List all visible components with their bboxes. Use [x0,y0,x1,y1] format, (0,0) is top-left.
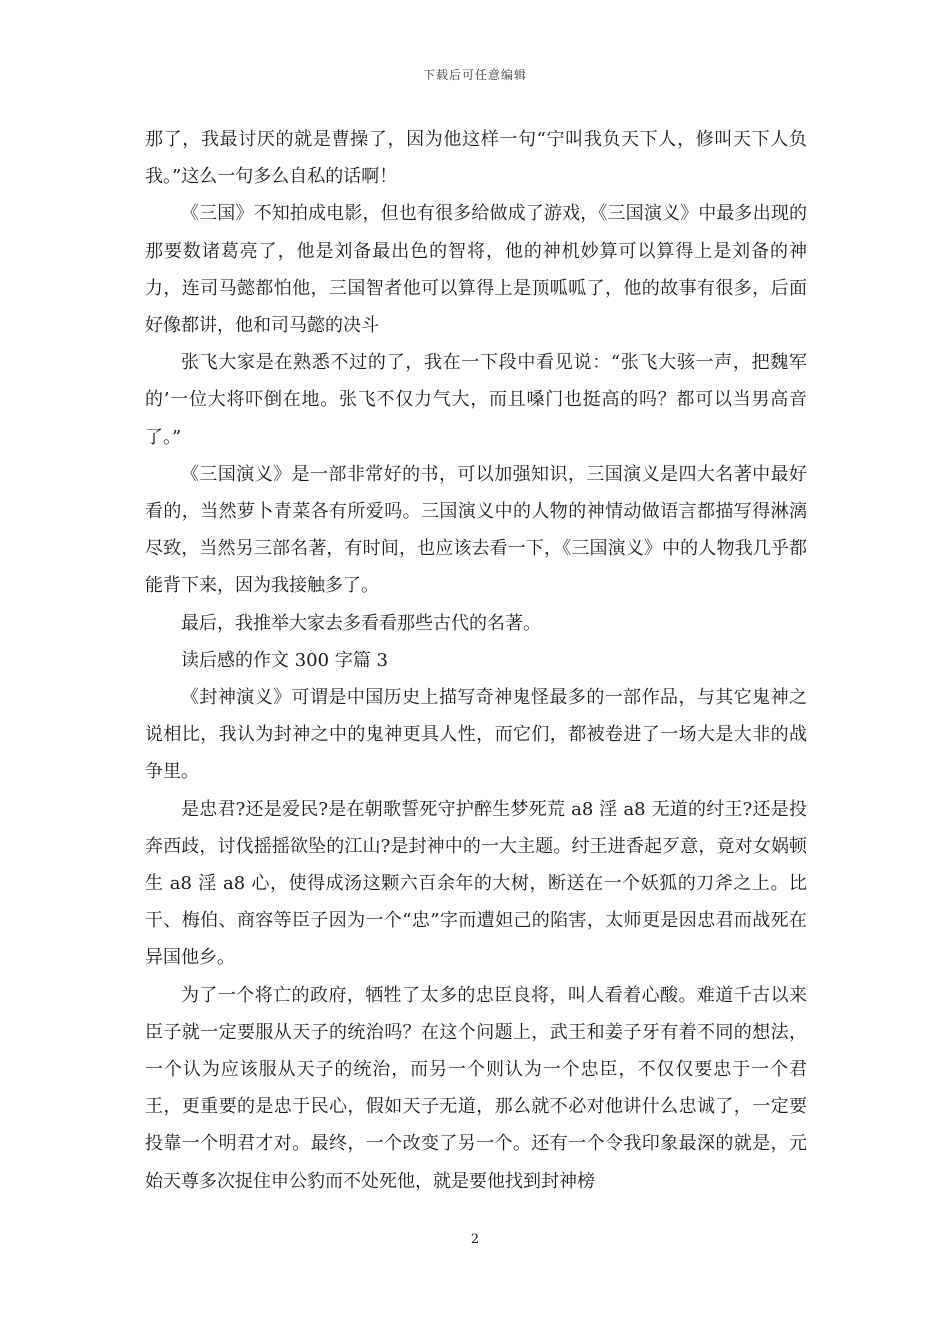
paragraph-1: 那了，我最讨厌的就是曹操了，因为他这样一句“宁叫我负天下人，修叫天下人负我。”这么一句多么自私的话啊！ [145,129,807,188]
paragraph-3: 张飞大家是在熟悉不过的了，我在一下段中看见说：“张飞大骇一声，把魏军的’一位大将吓倒在地。张飞不仅力气大，而且嗓门也挺高的吗？都可以当男高音了。” [145,352,807,448]
paragraph-2: 《三国》不知拍成电影，但也有很多给做成了游戏，《三国演义》中最多出现的那要数诸葛亮了，他是刘备最出色的智将，他的神机妙算可以算得上是刘备的神力，连司马懿都怕他，三国智者他可以算得上是顶呱呱了，他的故事有很多，后面好像都讲，他和司马懿的决斗 [145,203,807,337]
page-header: 下载后可任意编辑 [422,68,527,82]
paragraph-6: 《封神演义》可谓是中国历史上描写奇神鬼怪最多的一部作品，与其它鬼神之说相比，我认为封神之中的鬼神更具人性，而它们，都被卷进了一场大是大非的战争里。 [145,687,807,783]
paragraph-8: 为了一个将亡的政府，牺牲了太多的忠臣良将，叫人看着心酸。难道千古以来臣子就一定要服从天子的统治吗？在这个问题上，武王和姜子牙有着不同的想法，一个认为应该服从天子的统治，而另一个则认为一个忠臣，不仅仅要忠于一个君王，更重要的是忠于民心，假如天子无道，那么就不必对他讲什么忠诚了，一定要投靠一个明君才对。最终，一个改变了另一个。还有一个令我印象最深的就是，元始天尊多次捉住申公豹而不处死他，就是要他找到封神榜 [145,984,807,1192]
page-number: 2 [470,1232,480,1247]
section-heading: 读后感的作文 300 字篇 3 [181,649,388,671]
paragraph-7: 是忠君?还是爱民?是在朝歌誓死守护醉生梦死荒 a8 淫 a8 无道的纣王?还是投奔西歧，讨伐摇摇欲坠的江山?是封神中的一大主题。纣王进香起歹意，竟对女娲顿生 a8 淫 a8 心，使得成汤这颗六百余年的大树，断送在一个妖狐的刀斧之上。比干、梅伯、商容等臣子因为一个“忠”字而遭妲己的陷害，太师更是因忠君而战死在异国他乡。 [145,798,807,969]
paragraph-4: 《三国演义》是一部非常好的书，可以加强知识，三国演义是四大名著中最好看的，当然萝卜青菜各有所爱吗。三国演义中的人物的神情动做语言都描写得淋漓尽致，当然另三部名著，有时间，也应该去看一下，《三国演义》中的人物我几乎都能背下来，因为我接触多了。 [145,463,807,597]
paragraph-5: 最后，我推举大家去多看看那些古代的名著。 [181,612,541,634]
document-body [145,121,807,1200]
